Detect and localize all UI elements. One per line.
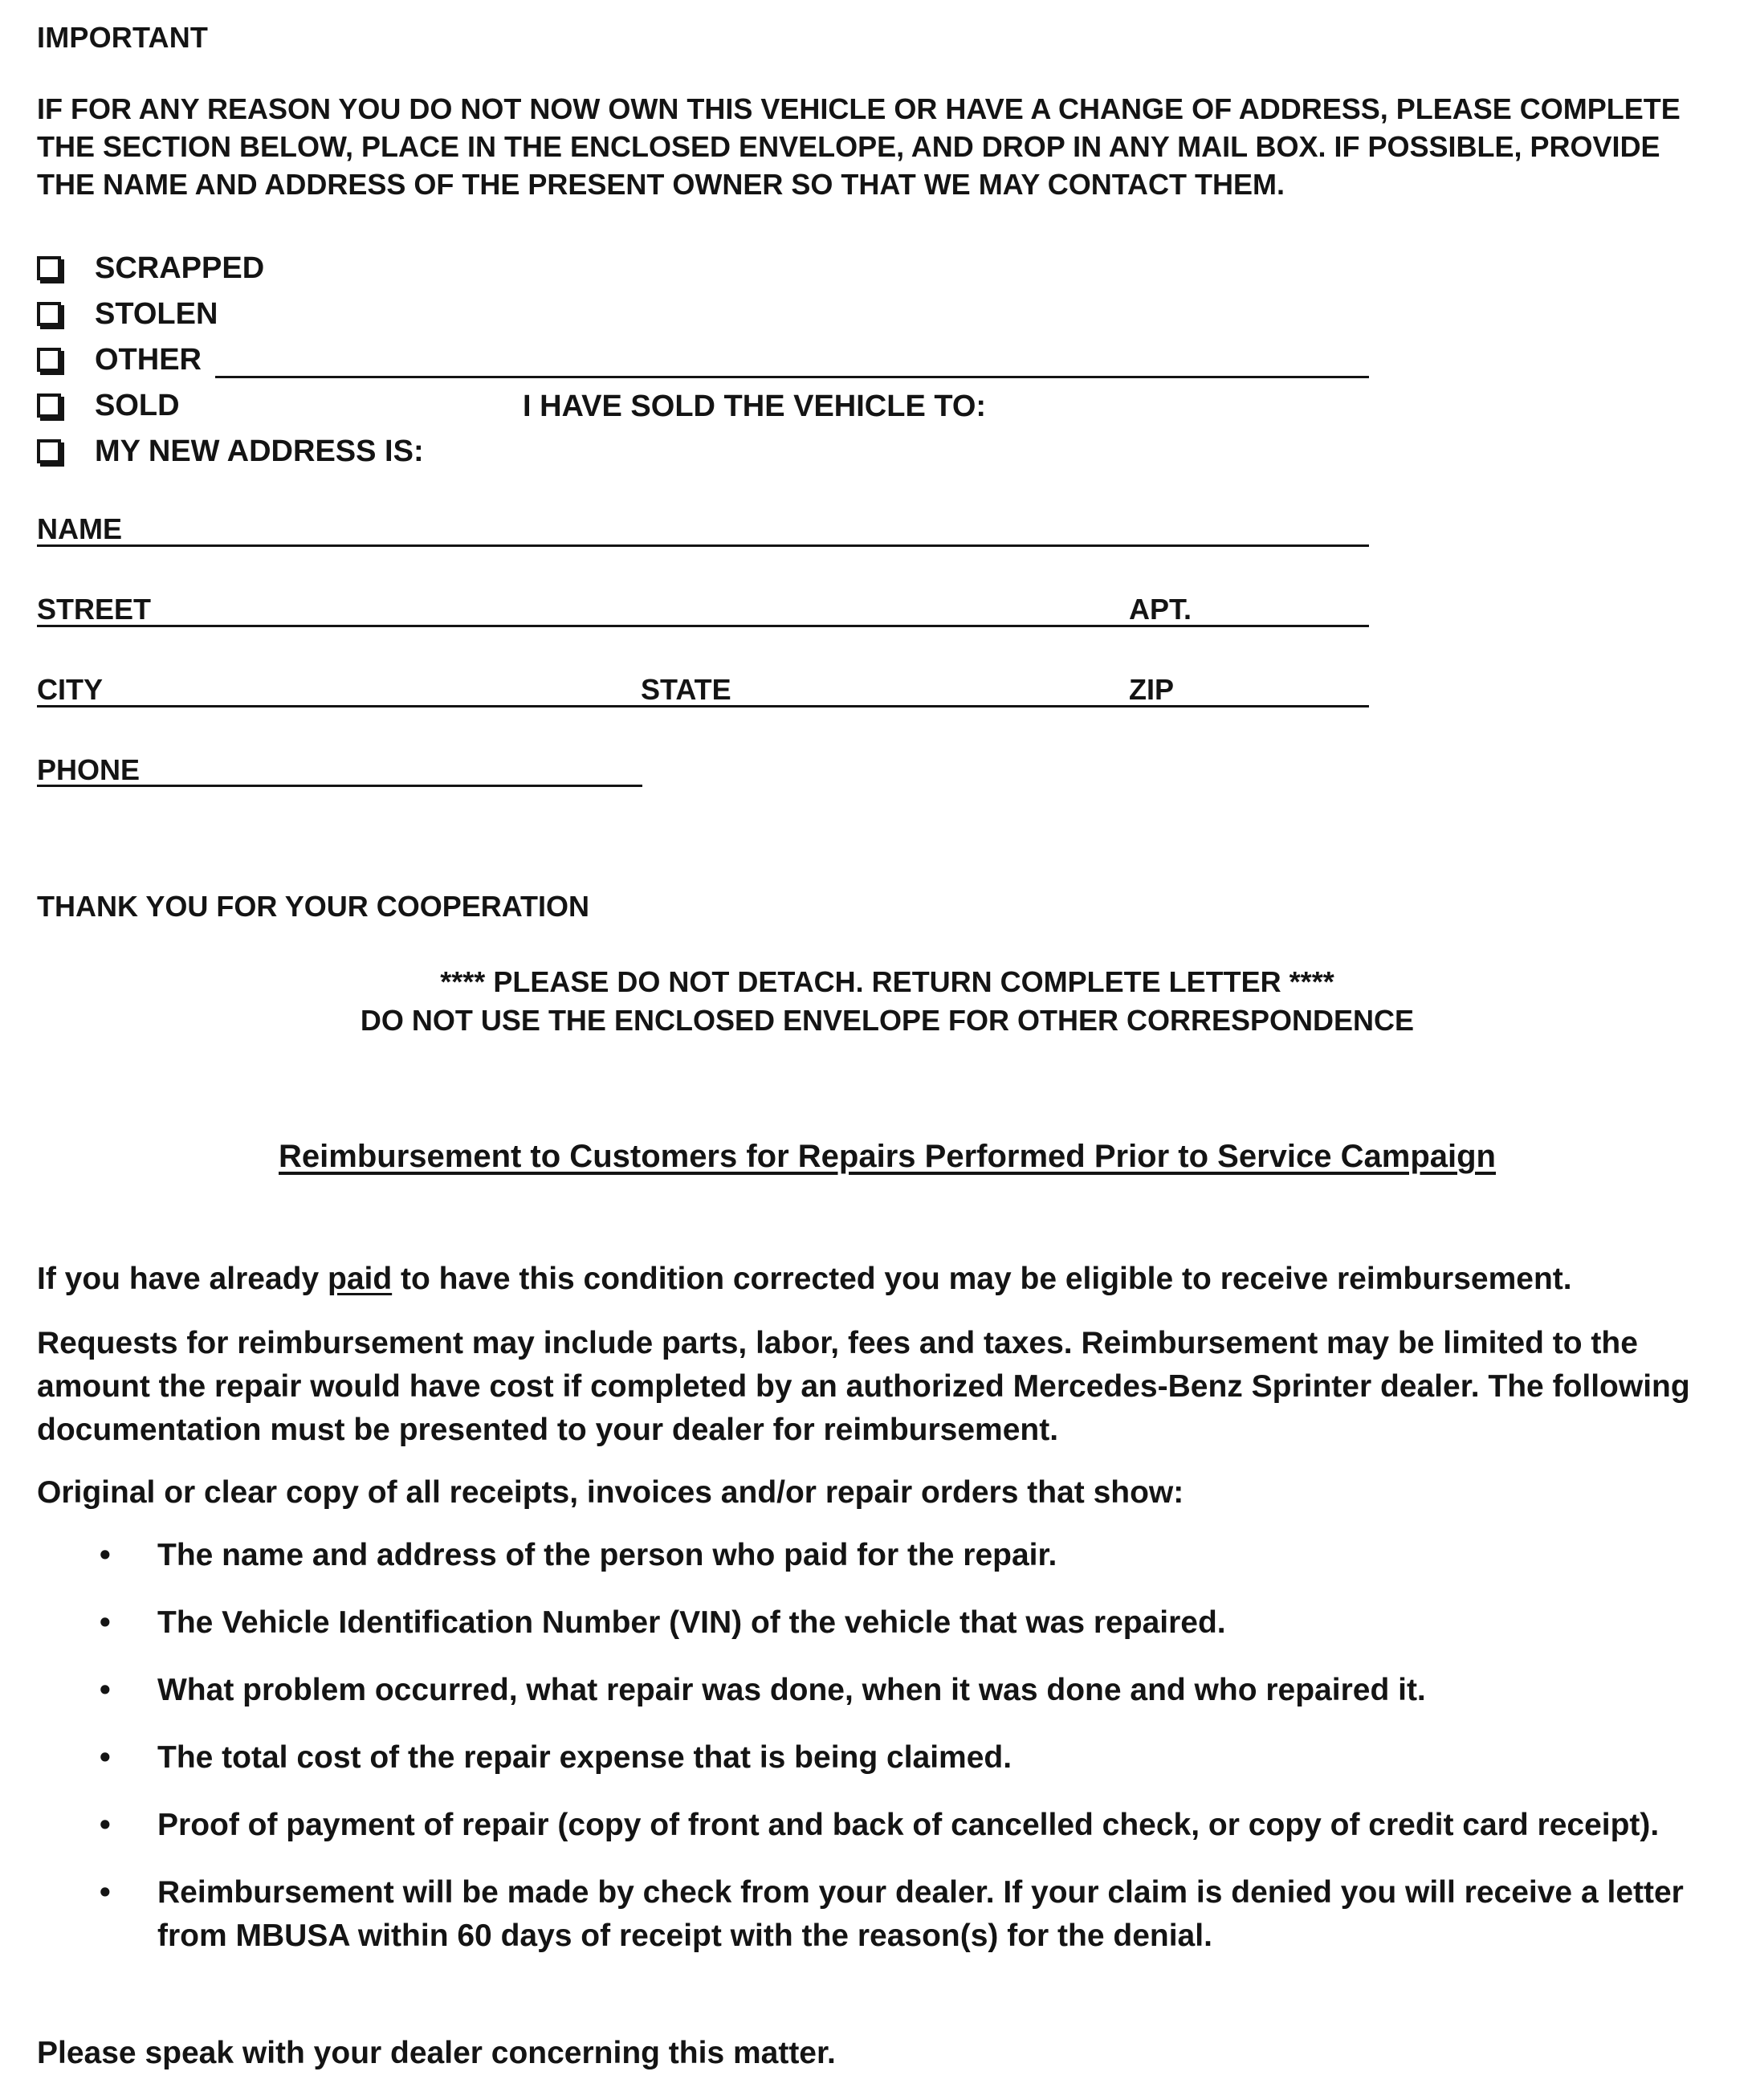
- option-new-address[interactable]: [37, 430, 424, 472]
- list-item: [37, 1534, 1731, 1577]
- checkbox-icon[interactable]: [37, 439, 61, 463]
- checkbox-icon[interactable]: [37, 302, 61, 326]
- other-line[interactable]: [215, 376, 1369, 378]
- apt-label: APT.: [1129, 593, 1192, 626]
- reimbursement-paragraph-2: Requests for reimbursement may include parts, labor, fees and taxes. Reimbursement may be limited to the amount the repair would have cost if completed by an authorized Mercedes-Benz Sprinter dealer. The following documentation must be presented to your dealer for reimbursement.: [37, 1326, 1690, 1447]
- zip-label: ZIP: [1129, 673, 1175, 706]
- paid-emphasis: paid: [328, 1262, 393, 1296]
- option-other-label: OTHER: [95, 342, 202, 377]
- list-item: [37, 1736, 1731, 1780]
- list-item: [37, 1804, 1731, 1847]
- city-label: CITY: [37, 673, 104, 706]
- bullet-icon: •: [100, 1673, 111, 1707]
- list-item-text: Proof of payment of repair (copy of front and back of cancelled check, or copy of credit card receipt).: [157, 1808, 1660, 1842]
- notice-line-2: DO NOT USE THE ENCLOSED ENVELOPE FOR OTHER CORRESPONDENCE: [360, 1004, 1415, 1037]
- thank-you-text: THANK YOU FOR YOUR COOPERATION: [37, 890, 590, 923]
- option-other[interactable]: [37, 339, 202, 381]
- bullet-icon: •: [100, 1875, 111, 1910]
- option-sold-label: SOLD: [95, 388, 180, 422]
- name-line[interactable]: [37, 544, 1369, 547]
- p1-text-end: to have this condition corrected you may be eligible to receive reimbursement.: [392, 1262, 1572, 1296]
- option-stolen-label: STOLEN: [95, 296, 218, 331]
- list-item: [37, 1669, 1731, 1712]
- street-label: STREET: [37, 593, 152, 626]
- important-heading: IMPORTANT: [37, 21, 209, 54]
- list-item-text: What problem occurred, what repair was done, when it was done and who repaired it.: [157, 1673, 1426, 1707]
- state-label: STATE: [641, 673, 731, 706]
- reimbursement-paragraph-3: Original or clear copy of all receipts, invoices and/or repair orders that show:: [37, 1475, 1184, 1510]
- bullet-icon: •: [100, 1740, 111, 1775]
- street-line[interactable]: [37, 625, 1369, 627]
- bullet-icon: •: [100, 1808, 111, 1842]
- phone-line[interactable]: [37, 785, 642, 787]
- checkbox-icon[interactable]: [37, 393, 61, 418]
- reimbursement-heading: Reimbursement to Customers for Repairs Performed Prior to Service Campaign: [279, 1139, 1496, 1174]
- bullet-icon: •: [100, 1605, 111, 1640]
- checkbox-icon[interactable]: [37, 348, 61, 372]
- list-item: [37, 1601, 1731, 1645]
- notice-line-1: **** PLEASE DO NOT DETACH. RETURN COMPLETE LETTER ****: [440, 965, 1334, 998]
- intro-paragraph: IF FOR ANY REASON YOU DO NOT NOW OWN THIS VEHICLE OR HAVE A CHANGE OF ADDRESS, PLEASE COMPLETE THE SECTION BELOW, PLACE IN THE ENCLOSED ENVELOPE, AND DROP IN ANY MAIL BOX. IF POSSIBLE, PROVIDE THE NAME AND ADDRESS OF THE PRESENT OWNER SO THAT WE MAY CONTACT THEM.: [37, 92, 1681, 201]
- city-line[interactable]: [37, 705, 1369, 707]
- option-scrapped-label: SCRAPPED: [95, 251, 265, 285]
- p1-text-start: If you have already: [37, 1262, 328, 1296]
- closing-text: Please speak with your dealer concerning this matter.: [37, 2036, 836, 2070]
- option-stolen[interactable]: [37, 293, 218, 335]
- list-item-text: Reimbursement will be made by check from your dealer. If your claim is denied you will receive a letter from MBUSA within 60 days of receipt with the reason(s) for the denial.: [157, 1875, 1684, 1953]
- list-item: [37, 1871, 1731, 1958]
- list-item-text: The total cost of the repair expense that is being claimed.: [157, 1740, 1012, 1775]
- option-new-address-label: MY NEW ADDRESS IS:: [95, 434, 424, 468]
- name-label: NAME: [37, 512, 122, 545]
- option-scrapped[interactable]: [37, 247, 264, 289]
- phone-label: PHONE: [37, 753, 141, 786]
- documentation-list: [37, 1534, 1731, 1982]
- reimbursement-paragraph-1: [37, 1258, 1731, 1301]
- bullet-icon: •: [100, 1538, 111, 1572]
- checkbox-icon[interactable]: [37, 256, 61, 280]
- sold-to-label: I HAVE SOLD THE VEHICLE TO:: [523, 389, 987, 423]
- list-item-text: The name and address of the person who paid for the repair.: [157, 1538, 1057, 1572]
- list-item-text: The Vehicle Identification Number (VIN) of the vehicle that was repaired.: [157, 1605, 1226, 1640]
- option-sold[interactable]: [37, 385, 180, 426]
